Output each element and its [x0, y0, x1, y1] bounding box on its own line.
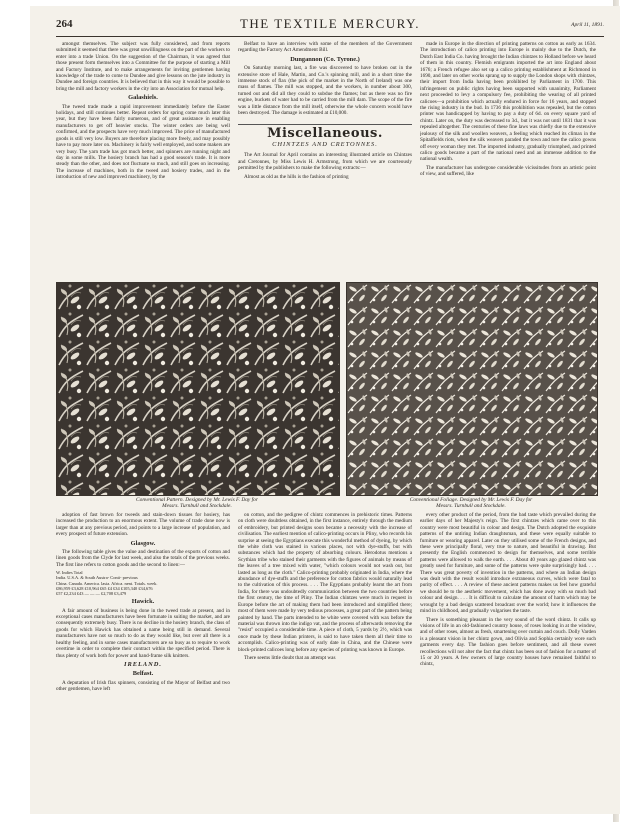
section-heading-belfast: Belfast. [132, 670, 154, 678]
page-number: 264 [56, 18, 73, 30]
pattern-plate-right [346, 282, 598, 496]
paragraph: There is something pleasant in the very sound of the word chintz. It calls up visions of life in an old-fashioned country house, of roses looking in at the window, and of other roses, almost as fresh, smartening over curtain and couch. Dolly Varden is a pleasant vision in her chintz gown, and Olivia and Sophia certainly wore such garments every day. The fashion goes before sentiment, and all these sweet recollections will not alter the fact that chintz has been out of fashion for a matter of 15 or 20 years. A few owners of large country houses have remained faithful to chintz, [420, 616, 596, 668]
export-table-row-linen: £57 £2,234 £43 — — — £2,708 £3,479 [56, 591, 127, 597]
paragraph: The manufacturer has undergone considerable vicissitudes from an artistic point of view, and suffered, like [420, 164, 596, 178]
paragraph: On Saturday morning last, a fire was discovered to have broken out in the extensive store of Hale, Martin, and Co.'s spinning mill, and in a short time the immense stock of flax (the pick of the market in the North of Ireland) was one mass of flames. The mill was stopped, and the workers, in number about 300, turned out and did all they could to subdue the flames; but as there was no fire engine, buckets of water had to be carried from the mill dam. The scope of the fire was a little distance from the mill itself, otherwise the whole concern would have been destroyed. The damage is estimated at £10,000. [238, 65, 412, 117]
paragraph: every other product of the period, from the bad taste which prevailed during the earlier days of her Majesty's reign. The first chintzes which came over to this country were most beautiful in colour and design. The Dutch adopted the exquisite patterns of the untiring Indian draughtsman, and these were equally suitable to furniture or wearing apparel. Later on they utilised some of the French designs, and these were principally floral, very true to nature, and beautiful in drawing. But presently the English commenced to design for themselves, and some terrible patterns were allowed to walk the earth. . . . About 40 years ago glazed chintz was greatly used for furniture, and some of the patterns were quite surprisingly bad. . . . There was great poverty of invention in the patterns, and where an Indian design was dealt with the result would introduce extraneous curves, which were fatal to purity of effect. . . . A review of these ancient patterns makes us feel how grateful we should be to the aesthetic movement, which has done away with so much bad colour and design. . . . It is difficult to calculate the amount of harm which may be wrought by a bad design scattered broadcast over the world; how it influences the mind in childhood, and gradually vulgarises the taste. [420, 512, 596, 615]
caption-left [56, 497, 338, 510]
section-heading-ireland: IRELAND. [123, 660, 162, 668]
paragraph: The tweed trade made a rapid improvement immediately before the Easter holidays, and still continues better. Repeat orders for spring come much later this year, but they have been fairly numerous, and of great assistance in enabling manufacturers to get off heavier stocks. The winter orders are being well confirmed, and the prospects have very much improved. The price of manufactured goods is still very low. Buyers are therefore placing more freely, and may possibly have to pay more later on. Machinery is fairly well employed, and some makers are very busy. The yarn trade has got much better, and spinners are running night and day in some mills. The hosiery branch has had a good season's trade. It is more steady than the other, and does not fluctuate so much, and still goes on increasing. The increase of machines, both in the tweed and hosiery trades, and in the introduction of new and improved machinery, by the [56, 103, 230, 181]
column-3-top [420, 41, 596, 279]
page-header [56, 14, 604, 37]
section-heading-hawick: Hawick. [131, 598, 155, 606]
caption-left-line2: Messrs. Turnbull and Stockdale. [162, 503, 232, 510]
paragraph: A deputation of Irish flax spinners, consisting of the Mayor of Belfast and two other gentlemen, have left [56, 679, 230, 693]
paragraph: Belfast to have an interview with some of the members of the Government regarding the Factory Act Amendment Bill. [238, 41, 412, 54]
section-heading-dungannon: Dungannon (Co. Tyrone.) [290, 55, 360, 63]
column-3-bottom [420, 512, 596, 808]
column-1-bottom [56, 512, 230, 808]
section-heading-glasgow: Glasgow. [130, 539, 156, 547]
export-table-row-cotton: £86,959 £3,628 £10,964 £65 £4 £34 £105,340 £34,676 [56, 585, 153, 591]
newspaper-page [30, 6, 620, 814]
caption-right-line2: Messrs. Turnbull and Stockdale. [436, 503, 506, 510]
caption-right-line1: Conventional Foliage. Designed by Mr. Lewis F. Day for [409, 497, 533, 503]
caption-left-line1: Conventional Pattern. Designed by Mr. Lewis F. Day for [136, 497, 258, 503]
pattern-plate-left [56, 282, 340, 496]
section-heading-galashiels: Galashiels. [128, 94, 158, 102]
paragraph: The following table gives the value and destination of the exports of cotton and linen goods from the Clyde for last week, and also the totals of the previous weeks. The first line refers to cotton goods and the second to linen:— [56, 549, 230, 568]
paragraph: on cotton, and the pedigree of chintz commences in prehistoric times. Patterns on cloth were doubtless obtained, in the first instance, entirely through the medium of embroidery, but printed designs soon became a necessity with the increase of civilisation. The earliest mention of calico-printing occurs in Pliny, who records his surprise at seeing the Egyptians execute this wonderful method of dyeing, by which the white cloth was stained in various places, not with dye-stuffs, but with substances which had the property of absorbing colours. Herodotus mentions a Scythian tribe who stained their garments with the figures of animals by means of the leaves of a tree mixed with water, "which colours would not wash out, but lasted as long as the cloth." Calico-printing probably originated in India, where the abundance of dye-stuffs and the preference for cotton fabrics would naturally lead to the cultivation of this process. . . . The Egyptians probably learnt the art from India, for there was undoubtedly communication between the two countries before the first century, the time of Pliny. The Indian chintzes were much in request in Europe before the art of making them had been introduced and simplified there; most of them were made by very tedious processes, a great part of the pattern being painted by hand. The parts intended to be white were covered with wax before the material was thrown into the indigo vat, and the process of afterwards removing the "resist" occupied a considerable time. A piece of cloth, 5 yards by 2½, which was once made by these Indian printers, is said to have taken them all their time to accomplish. Calico-printing was of early date in China, and the Chinese were block-printed calicoes long before any species of printing was known in Europe. [238, 512, 412, 653]
paragraph: adoption of fast brown for tweeds and stain-down tissues for hosiery, has increased the production to an enormous extent. The volume of trade done now is larger than at any previous period, and points to a large increase of population, and every prospect of future extension. [56, 512, 230, 538]
export-table-columns: India. U.S.A. & South Austra- Conti- previous [56, 575, 138, 581]
paragraph: amongst themselves. The subject was fully considered, and from reports submitted it seemed that there was great unwillingness on the part of the workers to enter into a trade Union. On the suggestion of the Chairman, it was agreed that those present form themselves into a Committee for the purpose of starting a Mill and Factory Institute, and to make arrangements for inviting gentlemen having knowledge of the trade to come to Dundee and give lessons on the jute industry in Dundee and foreign countries. It is believed that in this way it would be possible to bring the mill and factory workers in the city into an Association for mutual help. [56, 41, 230, 92]
column-1-top [56, 41, 230, 279]
paragraph: A fair amount of business is being done in the tweed trade at present, and in exceptional cases manufacturers have been fortunate in suiting the market, and are consequently extremely busy. There is no decline in the hosiery branch, the class of goods for which Hawick has obtained a name being still in demand. Several manufacturers have not so much to do as they would like, but over all there is a healthy feeling, and in some cases manufacturers are so busy as to require to work overtime in order to complete their contract within the specified period. There is thus plenty of work both for power and hand-frame silk knitters. [56, 607, 230, 659]
paragraph: made in Europe in the direction of printing patterns on cotton as early as 1634. The introduction of calico printing into Europe is mainly due to the Dutch, the Dutch East India Co. having brought the Indian chintzes to Holland before we heard of them in this country. Flemish emigrants imported the art into England about 1676; a French refugee also set up a calico printing establishment at Richmond in 1690, and later on other works sprang up to supply the London shops with chintzes, their import from India having been prohibited by Parliament in 1700. This infringement on public rights having been supported with unanimity, Parliament next proceeded to levy a compulsory fee, prohibiting the wearing of all printed calicoes—a prohibition which actually endured in force for 16 years, and stopped the rising industry in the bud. In 1736 this prohibition was repealed, but the cotton printer was handicapped by having to pay a duty of 6d. on every square yard of chintz. Later on, the duty was decreased to 3d., but it was not until 1831 that it was repealed altogether. The centuries of these fine laws was chiefly due to the extensive jealousy of the silk and woollen weavers, a feeling which reached its climax in the Spitalfields riots, when the silk weavers paraded the town and tore the calico gowns off every woman they met. The imported industry, gradually triumphed, and printed calico goods became a part of the national need and an immense addition to the national wealth. [420, 41, 596, 163]
issue-date: April 11, 1891. [571, 22, 604, 28]
article-heading-chintzes: CHINTZES AND CRETONNES. [272, 140, 378, 148]
miscellaneous-heading: Miscellaneous. [238, 124, 412, 137]
foliage-pattern-illustration [347, 283, 597, 495]
page-title: THE TEXTILE MERCURY. [239, 16, 421, 31]
paragraph: The Art Journal for April contains an interesting illustrated article on Chintzes and Cretonnes, by Miss Lewis H. Armstrong, from which we are courteously permitted by the publishers to make the following extracts:— [238, 152, 412, 172]
export-table [56, 570, 230, 596]
paragraph: Almost as old as the hills is the fashion of printing [244, 173, 349, 180]
caption-right [346, 497, 596, 510]
column-2-top [238, 41, 412, 279]
export-table-header: W. Indies Total [56, 570, 83, 576]
floral-pattern-illustration [57, 283, 339, 495]
export-table-columns-2: China. Canada. America. lasia. Africa. nent. Totals. week. [56, 580, 158, 586]
column-2-bottom [238, 512, 412, 808]
paragraph: There seems little doubt that an attempt was [244, 654, 336, 661]
